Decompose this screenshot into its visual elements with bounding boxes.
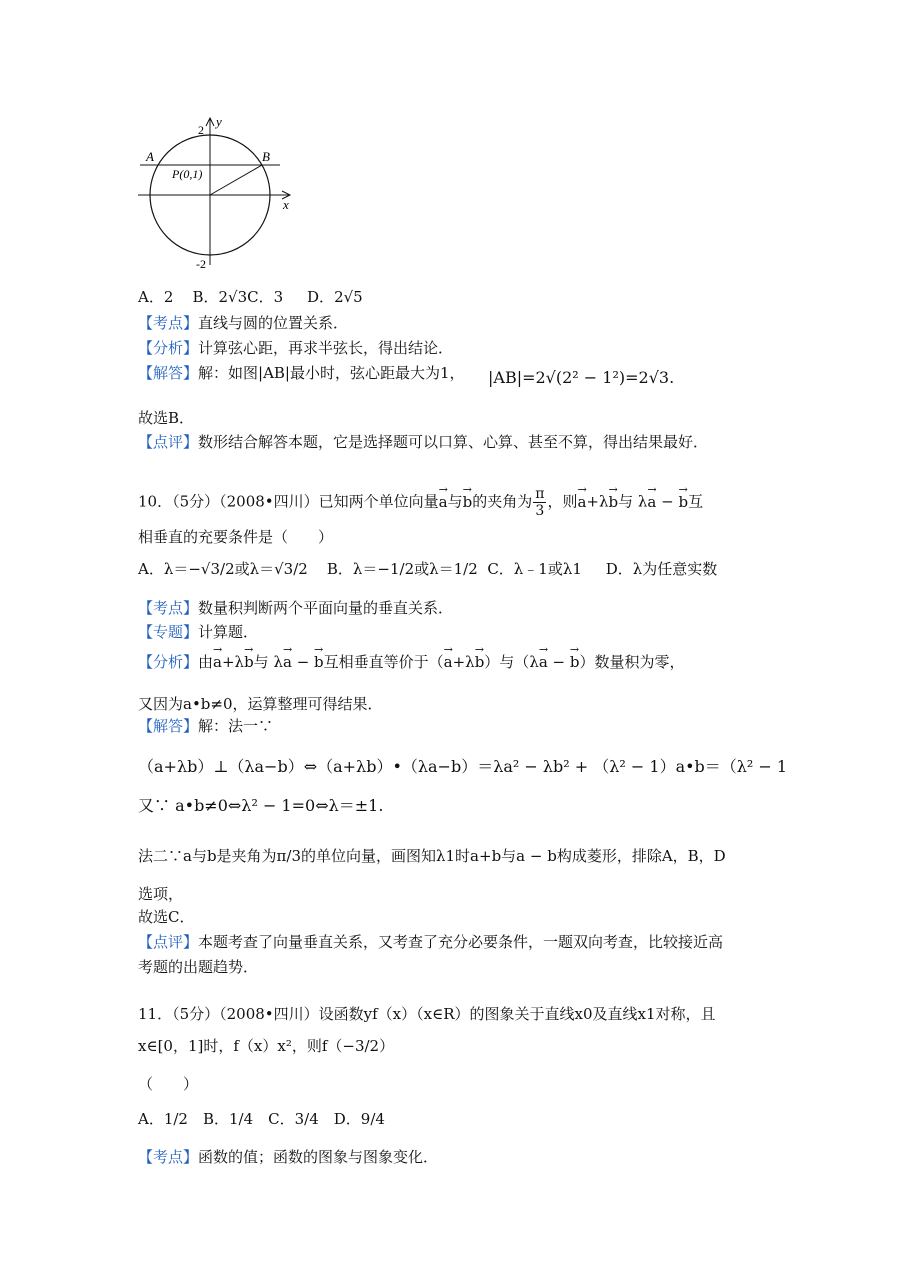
q10-dianping: 【点评】本题考查了向量垂直关系，又考查了充分必要条件，一题双向考查，比较接近高 <box>138 933 724 951</box>
q10-dianping-cont: 考题的出题趋势． <box>138 958 259 976</box>
point-a-label: A <box>146 149 154 164</box>
q10-jieda: 【解答】解：法一∵ <box>138 717 274 735</box>
q9-jieda-formula: |AB|=2√(2² − 1²)=2√3. <box>488 368 675 387</box>
q10-fenxi-cont: 又因为a•b≠0，运算整理可得结果． <box>138 695 383 713</box>
q10-stem-cont: 相垂直的充要条件是（ ） <box>138 528 334 546</box>
q10-choose: 故选C． <box>138 908 195 926</box>
q10-fenxi: 【分析】由→ a+λ→ b与 λ→ a − → b互相垂直等价于（→ a+λ→ b）与（λ→ a − → b）数量积为零， <box>138 647 685 672</box>
tick-y-bottom: -2 <box>196 257 206 271</box>
q11-options: A．1/2 B．1/4 C．3/4 D．9/4 <box>138 1110 385 1128</box>
q11-kaodian: 【考点】函数的值；函数的图象与图象变化． <box>138 1148 439 1166</box>
circle-figure <box>130 112 305 272</box>
axis-x-label: x <box>283 197 289 212</box>
option-d-value: 2√5 <box>334 288 363 306</box>
q10-option-c: C．λ﹣1或λ1 <box>487 560 582 578</box>
tick-y-top: 2 <box>198 123 204 137</box>
q9-kaodian: 【考点】直线与圆的位置关系． <box>138 314 349 332</box>
q9-options: A．2 B．2√3C．3 D．2√5 <box>138 288 363 306</box>
q10-options <box>138 559 717 579</box>
q9-jieda: 【解答】解：如图|AB|最小时，弦心距最大为1， <box>138 364 465 382</box>
q10-zhuanti: 【专题】计算题． <box>138 623 259 641</box>
q10-stem: 10．（5分）（2008•四川）已知两个单位向量→ a与→ b的夹角为 $\frac{\pi}{3}$ ，则→ a+λ→ b与 λ→ a − → b互 <box>138 486 703 519</box>
q9-fenxi: 【分析】计算弦心距，再求半弦长，得出结论． <box>138 339 454 357</box>
q11-stem: 11．（5分）（2008•四川）设函数yf（x）（x∈R）的图象关于直线x0及直线x1对称，且 <box>138 1005 716 1023</box>
q10-kaodian: 【考点】数量积判断两个平面向量的垂直关系． <box>138 599 454 617</box>
axis-y-label: y <box>216 114 222 129</box>
q11-paren: （ ） <box>138 1075 199 1093</box>
q10-option-d: D．λ为任意实数 <box>605 560 718 578</box>
point-b-label: B <box>262 149 270 164</box>
q10-you-formula: 又∵ a•b≠0⇔λ² − 1=0⇔λ＝±1. <box>138 796 384 815</box>
q9-dianping: 【点评】数形结合解答本题，它是选择题可以口算、心算、甚至不算，得出结果最好． <box>138 433 709 451</box>
q9-choose: 故选B． <box>138 409 195 427</box>
q10-fa2-cont: 选项， <box>138 885 184 903</box>
q11-stem-cont: x∈[0，1]时，f（x）x²，则f（−3/2） <box>138 1037 395 1055</box>
q10-option-a: A．λ＝−√3/2或λ＝√3/2 <box>138 560 308 578</box>
q10-option-b: B．λ＝−1/2或λ＝1/2 <box>326 560 478 578</box>
q10-long-formula: （a+λb）⊥（λa−b）⇔（a+λb）•（λa−b）＝λa² − λb² + （λ² − 1）a•b＝（λ² − 1 <box>138 757 788 776</box>
option-b-value: 2√3 <box>218 288 248 306</box>
point-p-label: P(0,1) <box>172 167 203 181</box>
q10-fa2: 法二∵a与b是夹角为π/3的单位向量，画图知λ1时a+b与a − b构成菱形，排除A，B，D <box>138 847 726 865</box>
